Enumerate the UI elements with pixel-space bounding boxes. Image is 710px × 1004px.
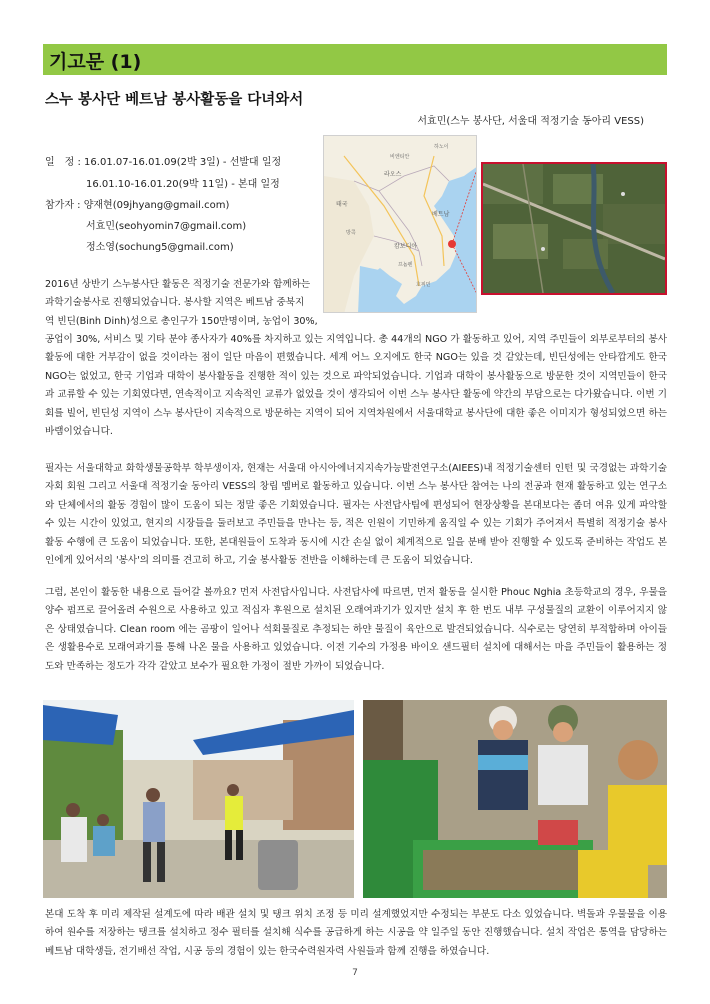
- participants-line-1: [45, 196, 229, 211]
- map-label: 비엔티안: [390, 154, 410, 160]
- section-header-bar: [43, 44, 667, 75]
- water-tank-photo-svg: [363, 700, 667, 898]
- map-label: 태국: [336, 201, 348, 208]
- paragraph-text: 공업이 30%, 서비스 및 기타 분야 종사자가 40%를 차지하고 있는 지역입니다. 총 44개의 NGO 가 활동하고 있어, 지역 주민들이 외부로부터의 봉사활동에 대한 거부감이 없을 것이라는 점이 일단 마음이 편했습니다. 세계 어느 오지에도 한국 NGO는 있을 것 같았는데, 빈딘성에는 안타깝게도 한국 NGO는 없었고, 한국 기업과 대학이 봉사활동을 진행한 적이 있는 것으로 파악되었습니다. 기업과 대학이 봉사활동으로 방문한 것이 지역민들이 한국과 교류할 수 있는 기회였다면, 연속적이고 지속적인 교류가 없었을 것이 생각되어 이번 스누 봉사단 활동에 약간의 부담으로는 다가왔습니다. 이번 기회를 빌어, 빈딘성 지역이 스누 봉사단이 지속적으로 방문하는 지역이 되어 지역차원에서 서울대학교 봉사단에 대한 좋은 이미지가 형성되었으면 하는 바램이었습니다.: [45, 334, 667, 438]
- participant-name: 양재현(09jhyang@gmail.com): [83, 200, 230, 211]
- body-paragraph-1: [45, 331, 667, 441]
- paragraph-text: 그럼, 본인이 활동한 내용으로 들어갈 볼까요? 먼저 사전답사입니다. 사전답사에 따르면, 먼저 활동을 실시한 Phouc Nghia 초등학교의 경우, 우물을 양수 펌프로 끌어올려 수원으로 사용하고 있고 적십자 후원으로 설치된 오래여과기가 있지만 설치 후 한 번도 내부 구성물질의 교환이 이루어지지 않은 상태였습니다. Clean room 에는 곰팡이 일어나 석회물질로 추정되는 하얀 물질이 육안으로 발견되었습니다. 식수로는 당연히 부적합하며 아이들은 생활용수로 모래여과기를 통해 나온 물을 사용하고 있었습니다. 이전 기수의 가정용 바이오 샌드필터 설치에 대해서는 마을 주민들이 활용하는 정도와 만족하는 정도가 각각 같았고 보수가 필요한 가정이 절반 가까이 되었습니다.: [45, 587, 667, 672]
- construction-photo: [43, 700, 354, 898]
- map-label: 캄보디아: [394, 243, 418, 250]
- participants-label: 참가자 :: [45, 200, 84, 211]
- article-author: 서효민(스누 봉사단, 서울대 적정기술 동아리 VESS): [417, 116, 644, 127]
- construction-photo-svg: [43, 700, 354, 898]
- schedule-line-1: [45, 153, 281, 168]
- article-title: 스누 봉사단 베트남 봉사활동을 다녀와서: [45, 92, 304, 108]
- participant-name: 정소영(sochung5@gmail.com): [86, 242, 234, 253]
- body-line: 과학기술봉사로 진행되었습니다. 봉사할 지역은 베트남 중북지: [45, 297, 305, 309]
- body-paragraph-3: [45, 584, 667, 676]
- water-tank-photo: [363, 700, 667, 898]
- body-paragraph-2: [45, 460, 667, 570]
- satellite-svg: [483, 164, 665, 293]
- paragraph-text: 필자는 서울대학교 화학생물공학부 학부생이자, 현재는 서울대 아시아에너지지속가능발전연구소(AIEES)내 적정기술센터 인턴 및 국경없는 과학기술자회 회원 그리고 서울대 적정기술 동아리 VESS의 창립 멤버로 활동하고 있습니다. 이번 스누 봉사단 참여는 나의 전공과 현재 활동하고 있는 연구소와 단체에서의 활동 경험이 많이 도움이 되는 정말 좋은 기회였습니다. 필자는 사전답사팀에 편성되어 현장상황을 본대보다는 좀더 여유 있게 파악할 수 있는 시간이 있었고, 현지의 시장들을 둘러보고 주민들을 만나는 등, 적은 인원이 기민하게 움직일 수 있는 기회가 주어져서 특별히 적정기술 봉사활동 수행에 큰 도움이 되었습니다. 또한, 본대원들이 도착과 동시에 시간 손실 없이 체계적으로 일을 분배 받아 진행할 수 있도록 준비하는 작업도 본인에게 있어서의 '봉사'의 의미를 견고히 하고, 기술 봉사활동 전반을 이해하는데 큰 도움이 되었습니다.: [45, 463, 667, 567]
- map-label: 프놈펜: [398, 262, 413, 268]
- map-label: 베트남: [432, 211, 450, 218]
- body-line: 역 빈딘(Binh Dinh)성으로 총인구가 150만명이며, 농업이 30%,: [45, 315, 318, 327]
- map-label: 방콕: [346, 230, 356, 236]
- photo-caption: 본대 도착 후 미리 제작된 설계도에 따라 배관 설치 및 탱크 위치 조정 등 미리 설계했었지만 수정되는 부분도 다소 있었습니다. 벽돌과 우물물을 이용하여 원수를 저장하는 탱크를 설치하고 정수 필터를 설치해 식수를 공급하게 하는 시공을 약 일주일 동안 진행했습니다. 설치 작업은 통역을 담당하는 베트남 대학생들, 전기배선 작업, 시공 등의 경험이 있는 한국수력원자력 사원들과 함께 진행을 하였습니다.: [45, 909, 667, 957]
- schedule-label: 일 정 :: [45, 157, 85, 168]
- map-label: 호찌민: [416, 282, 431, 288]
- map-label: 라오스: [384, 171, 402, 178]
- participant-name: 서효민(seohyomin7@gmail.com): [86, 221, 247, 232]
- schedule-text-1: 16.01.07-16.01.09(2박 3일) - 선발대 일정: [84, 157, 282, 168]
- intro-narrow-block: [45, 276, 318, 331]
- region-map-svg: [324, 136, 477, 313]
- body-line: 2016년 상반기 스누봉사단 활동은 적정기술 전문가와 함께하는: [45, 279, 311, 290]
- map-label: 하노이: [434, 144, 449, 150]
- schedule-line-2: 16.01.10-16.01.20(9박 11일) - 본대 일정: [86, 179, 280, 190]
- section-title: 기고문 (1): [49, 51, 142, 73]
- page-number: 7: [352, 968, 358, 978]
- satellite-image: [481, 162, 667, 295]
- region-map-image: [323, 135, 477, 313]
